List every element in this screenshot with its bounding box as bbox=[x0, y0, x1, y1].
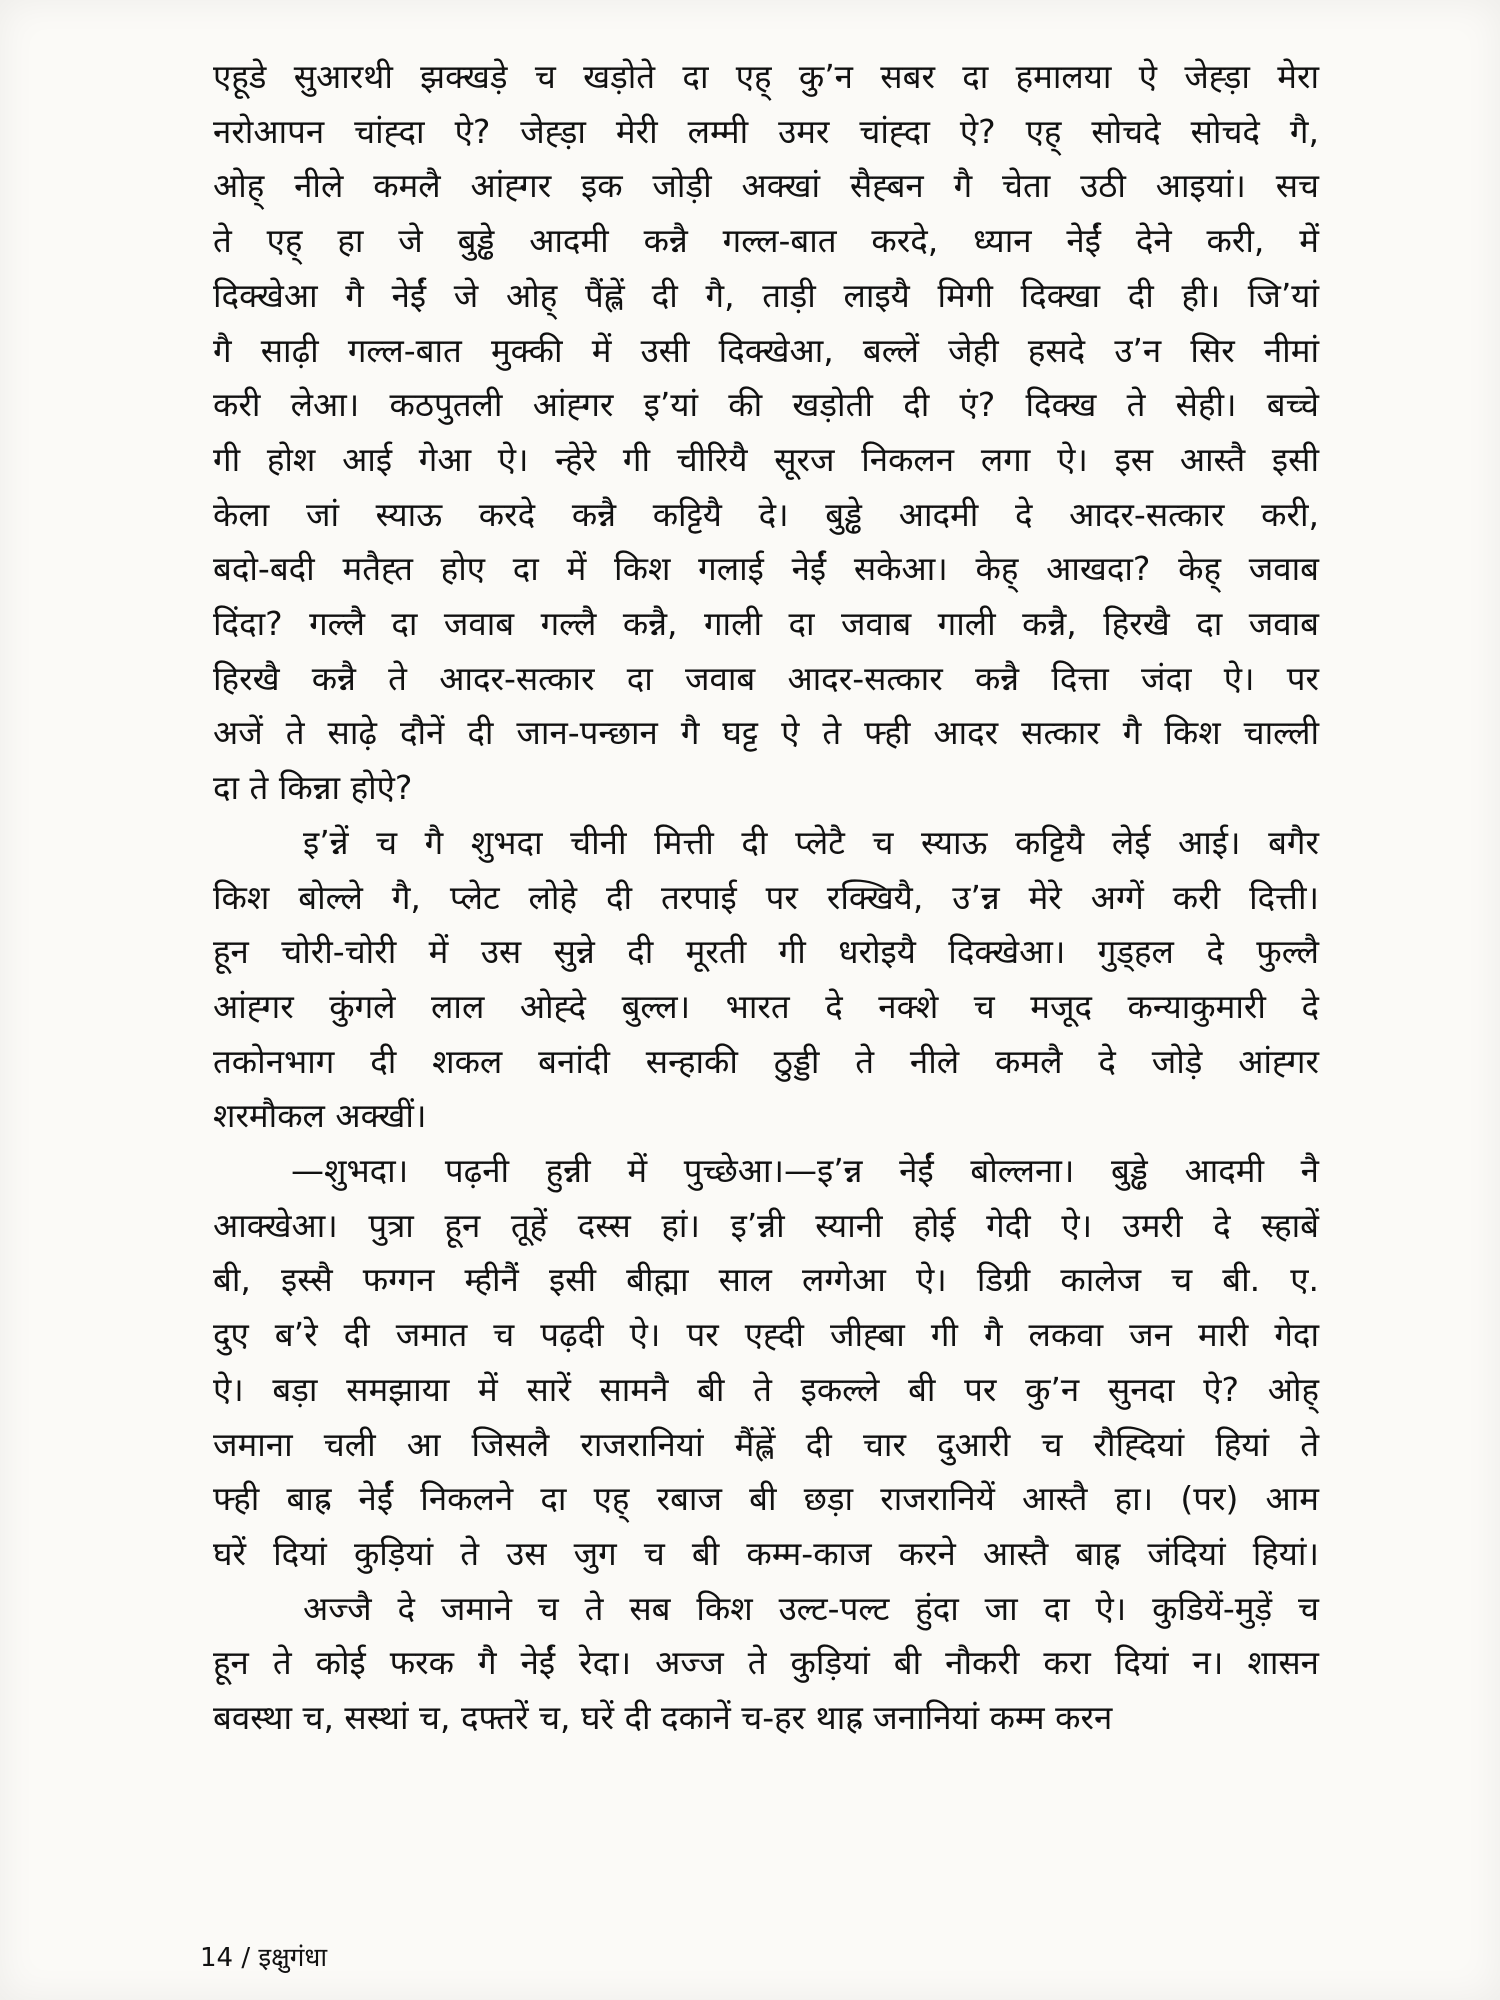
text-line: बदो-बदी मतैह्त होए दा में किश गलाई नेईं सकेआ। केह् आखदा? केह् जवाब bbox=[213, 549, 1319, 589]
text-line: करी लेआ। कठपुतली आंह्गर इ’यां की खड़ोती दी एं? दिक्ख ते सेही। बच्चे bbox=[213, 385, 1319, 425]
text-line: अज्जै दे जमाने च ते सब किश उल्ट-पल्ट हुंदा जा दा ऐ। कुडियें-मुड़ें च bbox=[303, 1588, 1319, 1628]
text-line: आंह्गर कुंगले लाल ओह्दे बुल्ल। भारत दे नक्शे च मजूद कन्याकुमारी दे bbox=[213, 986, 1319, 1026]
text-line: आक्खेआ। पुत्रा हून तूहें दस्स हां। इ’न्नी स्यानी होई गेदी ऐ। उमरी दे स्हाबें bbox=[213, 1205, 1319, 1245]
text-line: दा ते किन्ना होऐ? bbox=[213, 768, 413, 808]
text-line: दुए ब’रे दी जमात च पढ़दी ऐ। पर एह्दी जीह्बा गी गै लकवा जन मारी गेदा bbox=[213, 1315, 1319, 1355]
text-line: ऐ। बड़ा समझाया में सारें सामनै बी ते इकल्ले बी पर कु’न सुनदा ऐ? ओह् bbox=[213, 1369, 1319, 1409]
page-footer: 14 / इक्षुगंधा bbox=[200, 1943, 328, 1973]
text-line: बी, इस्सै फग्गन म्हीनैं इसी बीह्मा साल लग्गेआ ऐ। डिग्री कालेज च बी. ए. bbox=[213, 1260, 1319, 1300]
text-line: ते एह् हा जे बुड्ढे आदमी कन्नै गल्ल-बात करदे, ध्यान नेईं देने करी, में bbox=[213, 221, 1319, 261]
text-line: शरमौकल अक्खीं। bbox=[213, 1096, 427, 1136]
text-line: दिंदा? गल्लै दा जवाब गल्लै कन्नै, गाली दा जवाब गाली कन्नै, हिरखै दा जवाब bbox=[213, 604, 1319, 644]
text-line: किश बोल्ले गै, प्लेट लोहे दी तरपाई पर रक्खियै, उ’न्न मेरे अग्गें करी दित्ती। bbox=[213, 877, 1319, 917]
text-line: केला जां स्याऊ करदे कन्नै कट्टियै दे। बुड्ढे आदमी दे आदर-सत्कार करी, bbox=[213, 494, 1319, 534]
text-line: इ’न्नें च गै शुभदा चीनी मित्ती दी प्लेटै च स्याऊ कट्टियै लेई आई। बगैर bbox=[303, 822, 1319, 862]
text-line: नरोआपन चांह्दा ऐ? जेह्ड़ा मेरी लम्मी उमर चांह्दा ऐ? एह् सोचदे सोचदे गै, bbox=[213, 111, 1319, 151]
text-line: गै साढ़ी गल्ल-बात मुक्की में उसी दिक्खेआ, बल्लें जेही हसदे उ’न सिर नीमां bbox=[213, 330, 1319, 370]
text-line: हून ते कोई फरक गै नेईं रेदा। अज्ज ते कुड़ियां बी नौकरी करा दियां न। शासन bbox=[213, 1643, 1319, 1683]
text-line: दिक्खेआ गै नेईं जे ओह् पैंह्लें दी गै, ताड़ी लाइयै मिगी दिक्खा दी ही। जि’यां bbox=[213, 275, 1319, 315]
text-line: —शुभदा। पढ़नी हुन्नी में पुच्छेआ।—इ’न्न नेईं बोल्लना। बुड्ढे आदमी नै bbox=[291, 1151, 1319, 1191]
text-line: हून चोरी-चोरी में उस सुन्ने दी मूरती गी धरोइयै दिक्खेआ। गुड्हल दे फुल्लै bbox=[213, 932, 1319, 972]
text-line: ओह् नीले कमलै आंह्गर इक जोड़ी अक्खां सैह्बन गै चेता उठी आइयां। सच bbox=[213, 166, 1319, 206]
text-line: जमाना चली आ जिसलै राजरानियां मैंह्लें दी चार दुआरी च रौह्दियां हियां ते bbox=[213, 1424, 1319, 1464]
text-line: गी होश आई गेआ ऐ। न्हेरे गी चीरियै सूरज निकलन लगा ऐ। इस आस्तै इसी bbox=[213, 439, 1319, 479]
text-line: अजें ते साढ़े दौनें दी जान-पन्छान गै घट्ट ऐ ते फ्ही आदर सत्कार गै किश चाल्ली bbox=[213, 713, 1319, 753]
text-line: हिरखै कन्नै ते आदर-सत्कार दा जवाब आदर-सत्कार कन्नै दित्ता जंदा ऐ। पर bbox=[213, 658, 1319, 698]
text-line: तकोनभाग दी शकल बनांदी सन्हाकी ठुड्डी ते नीले कमलै दे जोड़े आंह्गर bbox=[213, 1041, 1319, 1081]
text-line: फ्ही बाह्र नेईं निकलने दा एह् रबाज बी छड़ा राजरानियें आस्तै हा। (पर) आम bbox=[213, 1479, 1319, 1519]
text-line: बवस्था च, सस्थां च, दफ्तरें च, घरें दी दकानें च-हर थाह्र जनानियां कम्म करन bbox=[213, 1698, 1113, 1738]
body-text bbox=[213, 50, 1319, 1746]
text-line: एहूडे सुआरथी झक्खड़े च खड़ोते दा एह् कु’न सबर दा हमालया ऐ जेह्ड़ा मेरा bbox=[213, 57, 1319, 96]
text-line: घरें दियां कुड़ियां ते उस जुग च बी कम्म-काज करने आस्तै बाह्र जंदियां हियां। bbox=[213, 1533, 1319, 1573]
